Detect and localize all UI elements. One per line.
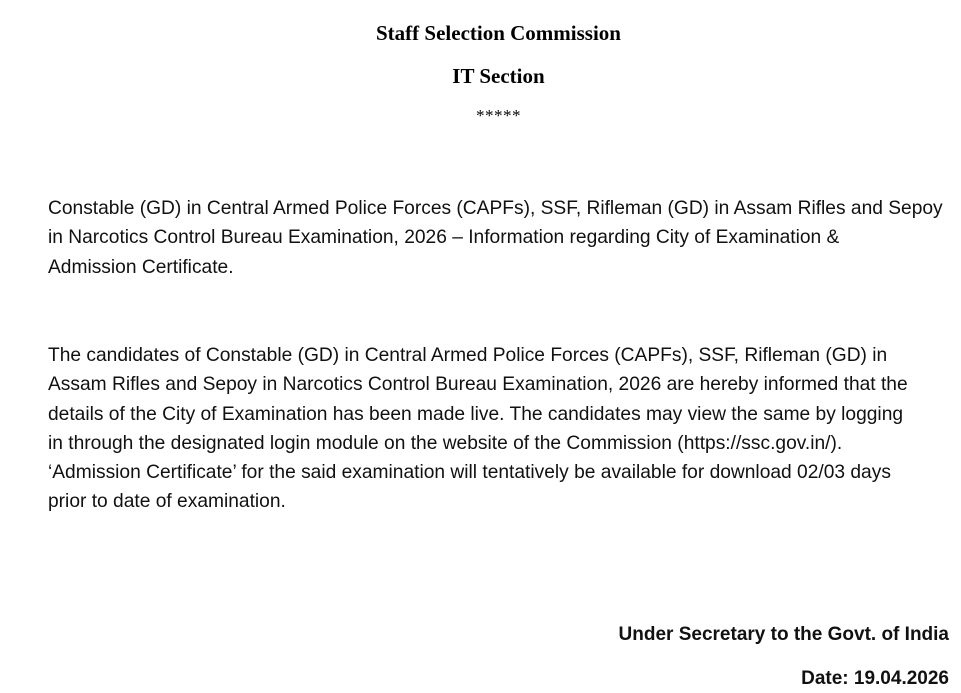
notice-body — [48, 341, 953, 517]
subject-line: Constable (GD) in Central Armed Police Forces (CAPFs), SSF, Rifleman (GD) in Assam Rifles and Sepoy — [48, 198, 943, 219]
signatory-title: Under Secretary to the Govt. of India — [618, 624, 949, 645]
notice-subject — [48, 194, 953, 282]
body-line: in through the designated login module on the website of the Commission (https://ssc.gov.in/). — [48, 432, 843, 454]
body-line: details of the City of Examination has been made live. The candidates may view the same by logging — [48, 403, 904, 425]
body-line: prior to date of examination. — [48, 491, 286, 513]
subject-line: in Narcotics Control Bureau Examination, 2026 – Information regarding City of Examination & — [48, 227, 840, 249]
body-line: Assam Rifles and Sepoy in Narcotics Control Bureau Examination, 2026 are hereby informed that the — [48, 374, 908, 396]
body-line: ‘Admission Certificate’ for the said examination will tentatively be available for download 02/03 days — [48, 462, 891, 484]
separator: ***** — [476, 106, 521, 125]
body-line: The candidates of Constable (GD) in Central Armed Police Forces (CAPFs), SSF, Rifleman (GD) in — [48, 345, 888, 366]
section-title: IT Section — [452, 64, 545, 88]
notice-date: Date: 19.04.2026 — [801, 668, 949, 689]
organization-title: Staff Selection Commission — [376, 21, 621, 45]
subject-line: Admission Certificate. — [48, 256, 234, 278]
